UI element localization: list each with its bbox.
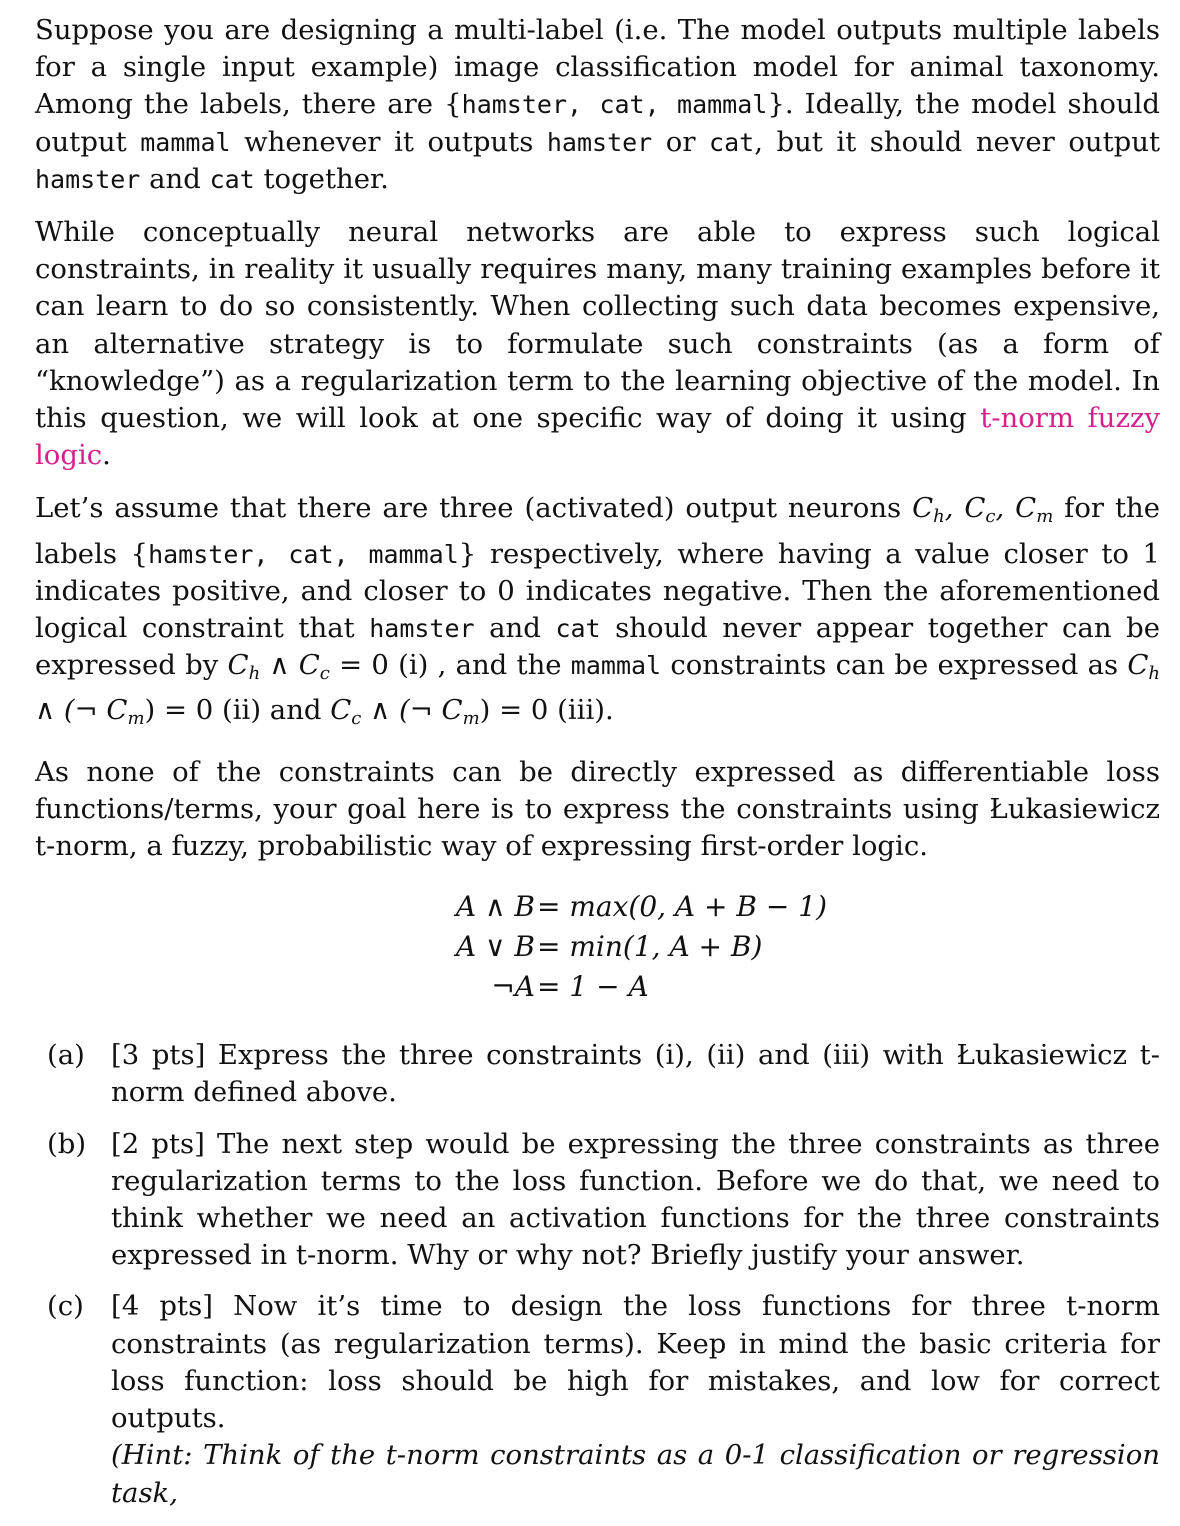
motivation-paragraph: While conceptually neural networks are able to express such logical constraints, in reality it usually requires many, many training examples before it can learn to do so consistently. When collecting such data becomes expensive, an alternative strategy is to formulate such constraints (as a form of “knowledge”) as a regularization term to the learning objective of the model. In this question, we will look at one specific way of doing it using t-norm fuzzy logic. bbox=[35, 216, 1160, 472]
document-page bbox=[35, 12, 1160, 1526]
question-list bbox=[35, 1037, 1160, 1511]
question-text: [3 pts] Express the three constraints (i), (ii) and (iii) with Łukasiewicz t-norm defined above. bbox=[111, 1039, 1160, 1109]
lukasiewicz-equations bbox=[35, 887, 1160, 1007]
question-hint: (Hint: Think of the t-norm constraints as a 0-1 classification or regression task, bbox=[111, 1439, 1160, 1509]
question-b bbox=[35, 1126, 1160, 1275]
question-c bbox=[35, 1288, 1160, 1511]
question-body bbox=[111, 1288, 1160, 1511]
question-text: [2 pts] The next step would be expressing the three constraints as three regularization terms to the loss function. Before we do that, we need to think whether we need an activation functions for the three constraints expressed in t-norm. Why or why not? Briefly justify your answer. bbox=[111, 1127, 1160, 1272]
equation-or: A ∨ B = min(1, A + B) bbox=[455, 930, 763, 964]
equation-and: A ∧ B = max(0, A + B − 1) bbox=[455, 890, 827, 924]
equation-not: ¬A = 1 − A bbox=[491, 970, 649, 1004]
constraints-paragraph: Let’s assume that there are three (activated) output neurons $C_h$, $C_c$, $C_m$ for the labels {hamster, cat, mammal} respectively, where having a value closer to 1 indicates positive, and closer to 0 indicates negative. Then the aforementioned logical constraint that hamster and cat should never appear together can be expressed by $C_h$ ∧ $C_c = 0$ (i) , and the mammal constraints can be expressed as $C_h$ ∧ (¬ $C_m) = 0$ (ii) and $C_c$ ∧ (¬ $C_m) = 0$ (iii). bbox=[35, 492, 1161, 730]
intro-paragraph: Suppose you are designing a multi-label (i.e. The model outputs multiple labels for a single input example) image classification model for animal taxonomy. Among the labels, there are {hamster, cat, mammal}. Ideally, the model should output mammal whenever it outputs hamster or cat, but it should never output hamster and cat together. bbox=[35, 14, 1161, 195]
question-text: [4 pts] Now it’s time to design the loss functions for three t-norm constraints (as regularization terms). Keep in mind the basic criteria for loss function: loss should be high for mistakes, and low for correct outputs. bbox=[111, 1290, 1160, 1435]
question-a bbox=[35, 1037, 1160, 1111]
question-marker: (b) bbox=[47, 1127, 87, 1160]
question-marker: (a) bbox=[47, 1039, 85, 1072]
t-norm-fuzzy-logic-link[interactable]: t-norm fuzzy logic bbox=[35, 402, 1160, 472]
question-marker: (c) bbox=[47, 1290, 84, 1323]
goal-paragraph: As none of the constraints can be directly expressed as differentiable loss functions/terms, your goal here is to express the constraints using Łukasiewicz t-norm, a fuzzy, probabilistic way of expressing first-order logic. bbox=[35, 755, 1160, 863]
